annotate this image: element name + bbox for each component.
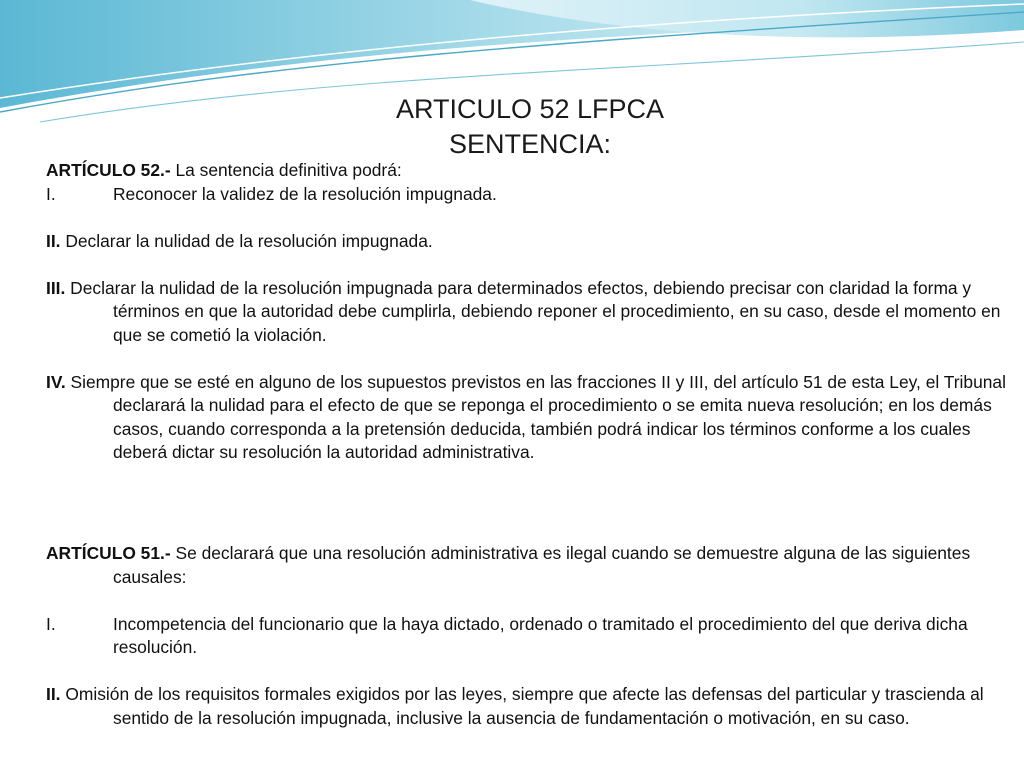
slide-subtitle: SENTENCIA: <box>448 129 612 159</box>
article-51-intro-text: Se declarará que una resolución administrativa es ilegal cuando se demuestre alguna de las siguientes causales: <box>113 543 971 587</box>
article-51-heading: ARTÍCULO 51.- <box>46 543 171 563</box>
item-marker: III. <box>46 277 66 298</box>
item-text: Declarar la nulidad de la resolución impugnada para determinados efectos, debiendo precisar con claridad la forma y términos en que la autoridad debe cumplirla, debiendo reponer el procedimiento, en su caso, desde el momento en que se cometió la violación. <box>65 277 1001 345</box>
item-marker: II. <box>46 230 61 251</box>
article-52-item-4 <box>46 371 1012 465</box>
item-marker: I. <box>46 613 56 634</box>
item-text: Declarar la nulidad de la resolución impugnada. <box>60 230 433 251</box>
article-51-item-1 <box>46 613 1012 660</box>
article-52-item-3 <box>46 277 1012 348</box>
article-52-section <box>46 159 1012 465</box>
article-51-intro <box>46 542 1012 589</box>
article-52-intro <box>46 159 1012 183</box>
item-text: Incompetencia del funcionario que la haya dictado, ordenado o tramitado el procedimiento del que deriva dicha resolución. <box>113 613 968 657</box>
item-text: Omisión de los requisitos formales exigidos por las leyes, siempre que afecte las defensas del particular y trascienda al sentido de la resolución impugnada, inclusive la ausencia de fundamentación o motivación, en su caso. <box>60 684 984 728</box>
article-52-item-1 <box>46 183 1012 207</box>
item-marker: IV. <box>46 371 66 392</box>
item-marker: I. <box>46 183 56 204</box>
article-52-item-2 <box>46 230 1012 254</box>
item-text: Reconocer la validez de la resolución impugnada. <box>113 183 497 204</box>
article-52-intro-text: La sentencia definitiva podrá: <box>170 160 402 180</box>
article-52-heading: ARTÍCULO 52.- <box>46 160 171 180</box>
article-51-item-2 <box>46 683 1012 730</box>
slide-title: ARTICULO 52 LFPCA <box>395 94 665 124</box>
article-51-section <box>46 542 1012 730</box>
item-marker: II. <box>46 684 61 704</box>
item-text: Siempre que se esté en alguno de los supuestos previstos en las fracciones II y III, del artículo 51 de esta Ley, el Tribunal declarará la nulidad para el efecto de que se reponga el procedimiento o se emita nueva resolución; en los demás casos, cuando corresponda a la pretensión deducida, también podrá indicar los términos conforme a los cuales deberá dictar su resolución la autoridad administrativa. <box>65 371 1006 462</box>
